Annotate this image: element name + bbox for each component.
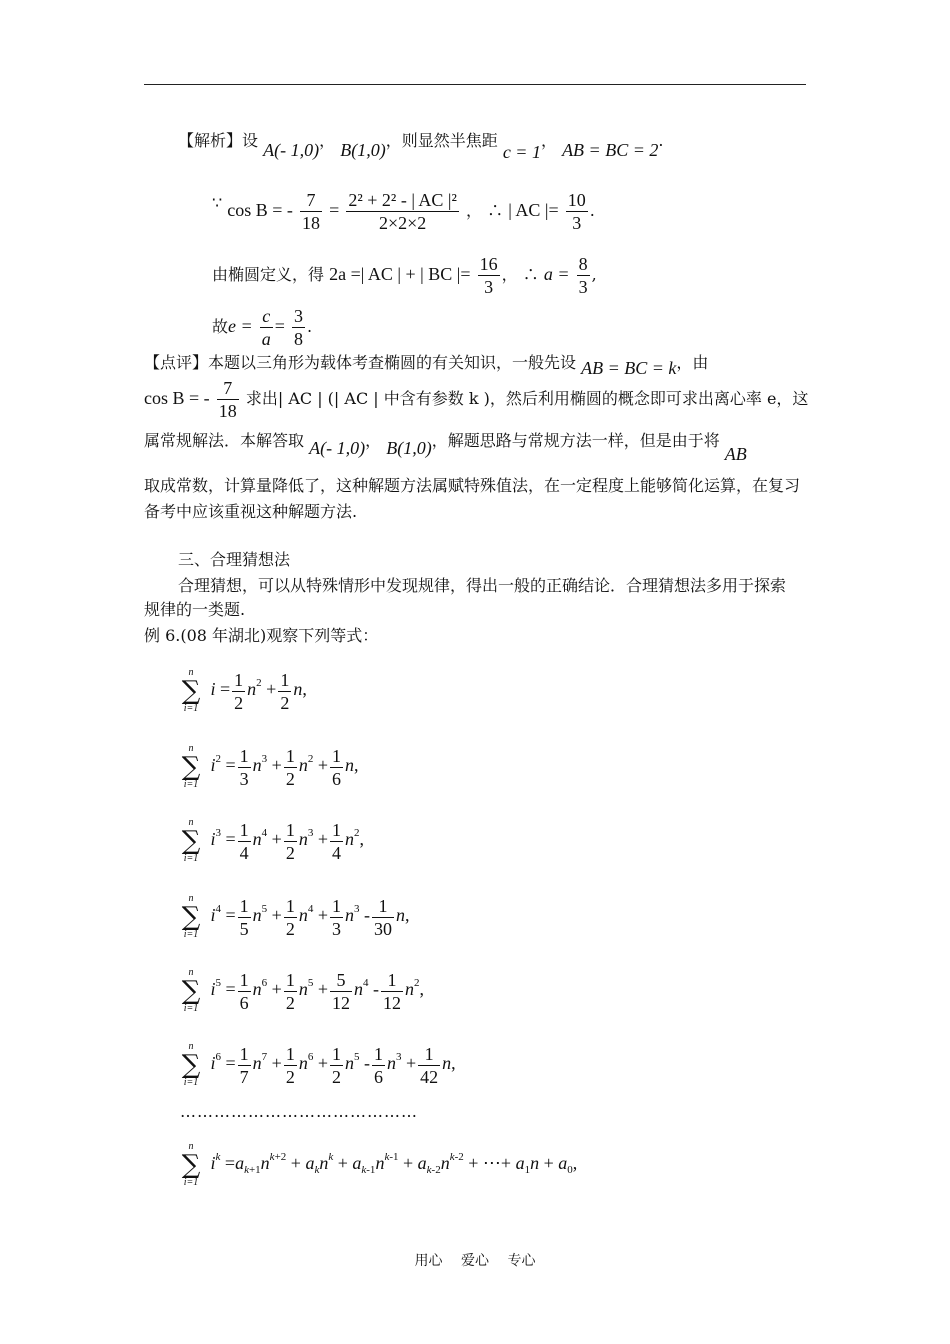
sum-formula-6: n ∑ i=1 $i^6$ = $\frac{1}{7}$ $n^7$ + $\frac{1}{2}$ $n^6$ + $\frac{1}{2}$ $n^5$ - $\frac{1}{6}$ $n^3$ + $\frac{1}{42}$ n, — [181, 1041, 456, 1088]
sum-upper: n — [188, 667, 194, 678]
sum-formula-1: n ∑ i=1 i = $\frac{1}{2}$ $n^2$ + $\frac{1}{2}$ n, — [181, 667, 307, 714]
comment-math-1: AB = BC = k — [581, 358, 677, 378]
sum-upper: n — [188, 967, 194, 978]
comment-line-5: 备考中应该重视这种解题方法. — [144, 502, 358, 521]
ac-fraction — [566, 189, 588, 234]
sum-fraction — [478, 253, 500, 298]
sum-upper: n — [188, 817, 194, 828]
sum-lower: i=1 — [183, 853, 199, 864]
sigma-glyph: ∑ — [181, 976, 201, 1006]
therefore-symbol: ∴ — [487, 201, 504, 220]
sigma-symbol — [180, 1042, 202, 1088]
sum-upper: n — [188, 1141, 194, 1152]
e-num: c — [260, 305, 273, 328]
cos-b-lhs: cos B = - — [227, 200, 293, 220]
e-val-den: 8 — [294, 329, 303, 349]
cos-num: 7 — [300, 189, 322, 212]
example-label: 例 6.(08 年湖北)观察下列等式： — [144, 626, 379, 645]
ac-num: 10 — [567, 190, 586, 210]
comment-cos-den: 18 — [218, 401, 237, 421]
comment-text-1: 本题以三角形为载体考查椭圆的有关知识，一般先设 — [208, 353, 577, 372]
sigma-symbol — [180, 668, 202, 714]
point-a: A(- 1,0) — [263, 140, 320, 160]
a-den: 3 — [578, 277, 588, 297]
sum-formula-5: n ∑ i=1 $i^5$ = $\frac{1}{6}$ $n^6$ + $\frac{1}{2}$ $n^5$ + $\frac{5}{12}$ $n^4$ - $\frac{1}{12}$ $n^2$, — [181, 967, 424, 1014]
analysis-line-1: 【解析】设 A(- 1,0)， B(1,0)，则显然半焦距 c = 1， AB = BC = 2. — [178, 131, 664, 162]
sum-upper: n — [188, 1041, 194, 1052]
sum-formula-general: n ∑ i=1 $i^k =a_{k+1}n^{k+2} + a_kn^k + a_{k-1}n^{k-1} + a_{k-2}n^{k-2}$ + ⋯+ $a_1n + a_0$, — [181, 1141, 578, 1188]
comment-cos-num: 7 — [217, 377, 239, 400]
sigma-symbol — [180, 968, 202, 1014]
sum-formula-4: n ∑ i=1 $i^4$ = $\frac{1}{5}$ $n^5$ + $\frac{1}{2}$ $n^4$ + $\frac{1}{3}$ $n^3$ - $\frac{1}{30}$ n, — [181, 893, 410, 940]
sum-upper: n — [188, 893, 194, 904]
comment-ab: AB — [724, 444, 747, 464]
ac-den: 3 — [572, 213, 582, 233]
ellipse-definition-line: 由椭圆定义，得 2a =| AC | + | BC |= $\frac{16}{3}$ ， ∴ a = $\frac{8}{3}$ , — [212, 254, 597, 297]
ab-equation: AB = BC = 2 — [562, 140, 659, 160]
analysis-clause: ，则显然半焦距 — [385, 131, 498, 150]
comment-text-3: 属常规解法．本解答取 — [144, 431, 305, 450]
comment-text-2: 求出| AC | (| AC | 中含有参数 k )，然后利用椭圆的概念即可求出离心率 e，这 — [245, 389, 809, 408]
ellipse-text: 由椭圆定义，得 — [212, 265, 325, 284]
header-rule — [144, 84, 806, 85]
because-symbol: ∵ — [212, 193, 223, 212]
sigma-glyph: ∑ — [181, 752, 201, 782]
law-of-cosines-fraction — [346, 189, 459, 234]
sigma-glyph: ∑ — [181, 902, 201, 932]
eccentricity-line: 故e = $\frac{c}{a}$ = $\frac{3}{8}$ . — [212, 306, 313, 349]
sum-formula-2: n ∑ i=1 $i^2$ = $\frac{1}{3}$ $n^3$ + $\frac{1}{2}$ $n^2$ + $\frac{1}{6}$ n, — [181, 743, 359, 790]
cos-fraction — [300, 189, 322, 234]
sum-lower: i=1 — [183, 1077, 199, 1088]
comment-rest-3: ，解题思路与常规方法一样，但是由于将 — [431, 431, 720, 450]
e-value-fraction — [292, 305, 305, 350]
comment-line-2 — [144, 376, 808, 422]
set-word: 设 — [242, 131, 259, 150]
sigma-glyph: ∑ — [181, 676, 201, 706]
comment-point-b: B(1,0) — [386, 438, 432, 458]
so-text: 故 — [212, 317, 229, 336]
point-b: B(1,0) — [340, 140, 386, 160]
comment-line-1 — [144, 352, 709, 378]
sum-lower: i=1 — [183, 703, 199, 714]
sigma-glyph: ∑ — [181, 826, 201, 856]
sigma-symbol — [180, 1142, 202, 1188]
comment-end-1: ，由 — [676, 353, 709, 372]
law-num: 2² + 2² - | AC |² — [348, 190, 457, 210]
sum-lower: i=1 — [183, 929, 199, 940]
comment-line-3: 属常规解法．本解答取 A(- 1,0)， B(1,0)，解题思路与常规方法一样，但是由于将 AB — [144, 431, 747, 464]
comment-line-4: 取成常数，计算量降低了，这种解题方法属赋特殊值法，在一定程度上能够简化运算，在复习 — [144, 476, 801, 495]
comment-point-a: A(- 1,0) — [309, 438, 366, 458]
continuation-dots: …………………………………… — [180, 1102, 418, 1121]
section-para-2: 规律的一类题. — [144, 600, 246, 619]
e-val-num: 3 — [294, 306, 303, 326]
a-num: 8 — [578, 254, 588, 274]
law-den: 2×2×2 — [379, 213, 427, 233]
a-fraction — [577, 253, 590, 298]
c-equation: c = 1 — [502, 142, 541, 162]
sum-lower: i=1 — [183, 1003, 199, 1014]
sigma-symbol — [180, 744, 202, 790]
section-heading: 三、合理猜想法 — [178, 550, 291, 569]
sigma-symbol — [180, 894, 202, 940]
ellipse-equation: 2a =| AC | + | BC |= — [329, 264, 471, 284]
ac-lhs: | AC |= — [508, 200, 559, 220]
sigma-symbol — [180, 818, 202, 864]
analysis-tag: 【解析】 — [178, 131, 243, 150]
a-lhs: a = — [543, 264, 570, 284]
sum-upper: n — [188, 743, 194, 754]
sum-den: 3 — [484, 277, 494, 297]
c-over-a-fraction — [260, 305, 273, 350]
sum-lower: i=1 — [183, 1177, 199, 1188]
comment-cos: cos B = - — [144, 388, 210, 408]
page-footer: 用心 爱心 专心 — [414, 1253, 536, 1269]
sum-formula-3: n ∑ i=1 $i^3$ = $\frac{1}{4}$ $n^4$ + $\frac{1}{2}$ $n^3$ + $\frac{1}{4}$ $n^2$, — [181, 817, 364, 864]
e-lhs: e = — [228, 316, 253, 336]
sum-num: 16 — [479, 254, 498, 274]
cosine-line: ∵ cos B = - $\frac{7}{18}$ = $\frac{\text{2² + 2² - | AC |²}}{2\times 2\times 2}$ ， ∴ | AC |= $\frac{10}{3}$ . — [212, 190, 595, 233]
cos-den: 18 — [302, 213, 321, 233]
sigma-glyph: ∑ — [181, 1050, 201, 1080]
sigma-glyph: ∑ — [181, 1150, 201, 1180]
section-para-1: 合理猜想，可以从特殊情形中发现规律，得出一般的正确结论．合理猜想法多用于探索 — [178, 576, 787, 595]
comment-tag: 【点评】 — [144, 353, 209, 372]
therefore-symbol-2: ∴ — [522, 265, 539, 284]
e-den: a — [261, 329, 271, 349]
sum-lower: i=1 — [183, 779, 199, 790]
comment-cos-fraction — [217, 377, 239, 422]
